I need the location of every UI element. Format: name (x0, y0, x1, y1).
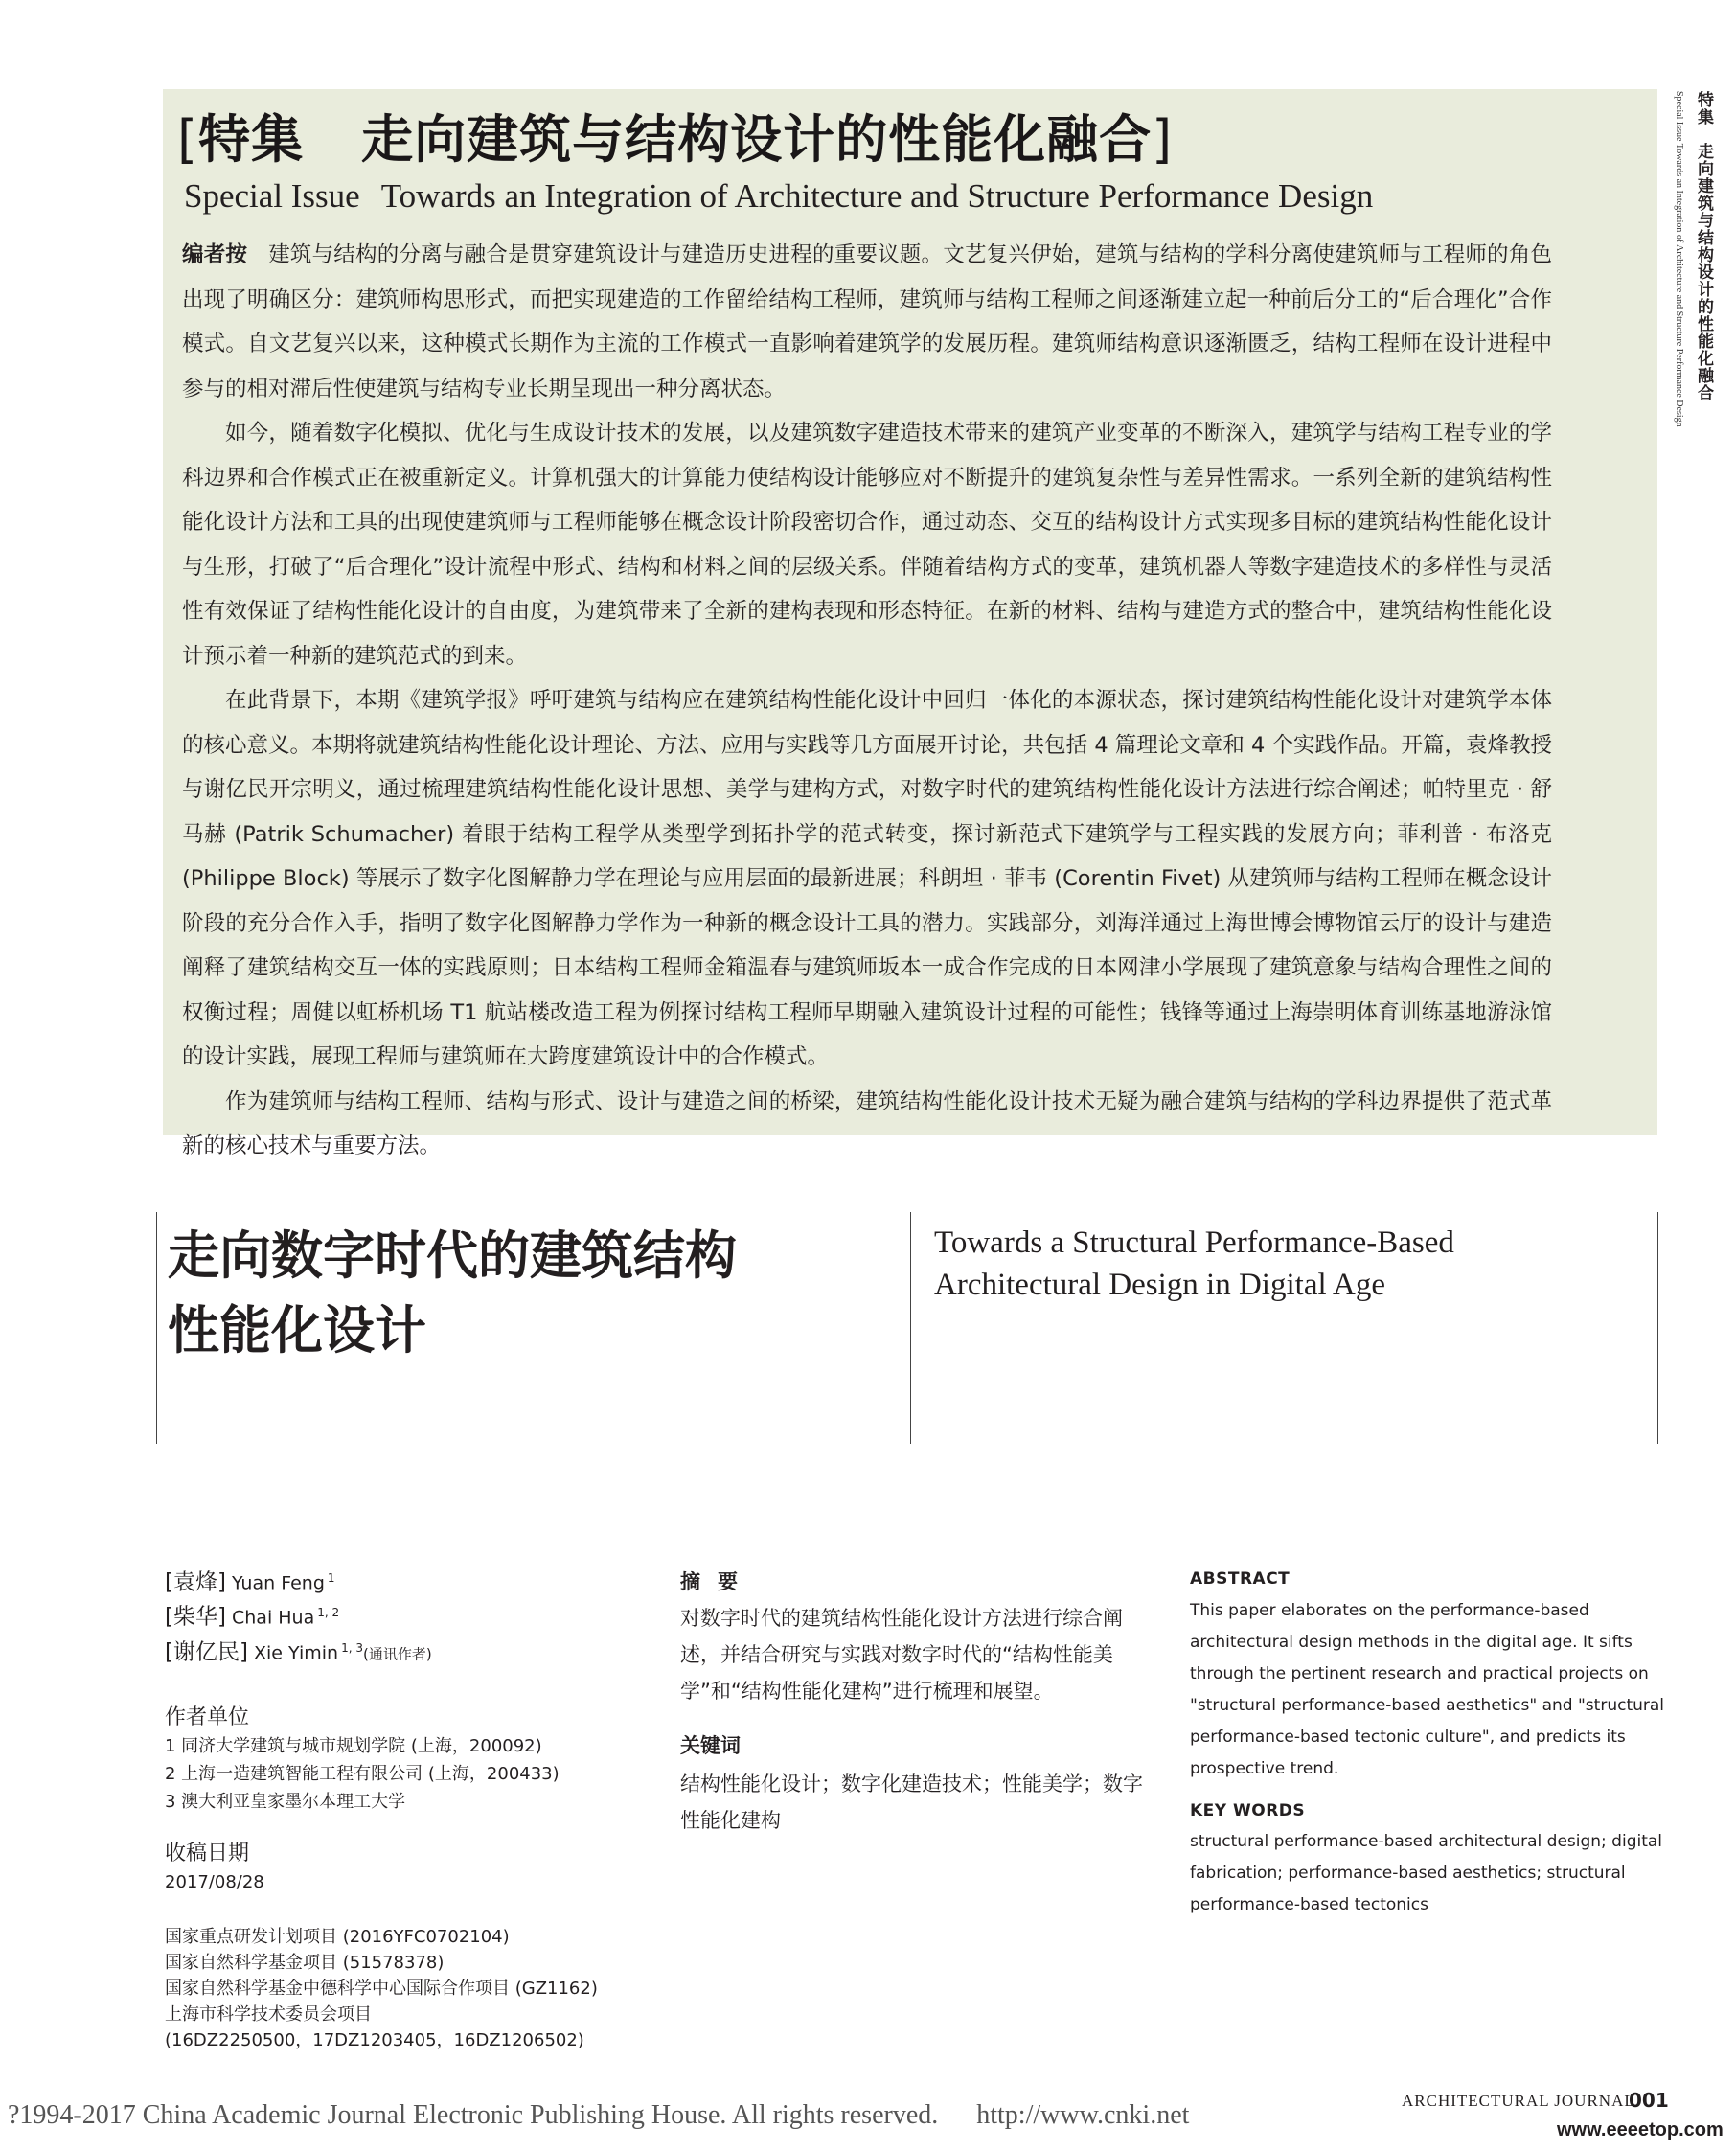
funding-list (165, 1924, 598, 2053)
side-running-title: 特集 走向建筑与结构设计的性能化融合 (1694, 91, 1713, 401)
article-title-en-line: Architectural Design in Digital Age (934, 1268, 1386, 1302)
funding-item: 上海市科学技术委员会项目 (165, 2004, 372, 2025)
received-heading: 收稿日期 (165, 1842, 250, 1865)
keywords-en-heading: KEY WORDS (1190, 1801, 1306, 1820)
abstract-en-heading: ABSTRACT (1190, 1569, 1291, 1589)
keywords-zh-heading: 关键词 (680, 1734, 741, 1757)
article-title-zh (168, 1219, 896, 1368)
corresponding-author-note: (通讯作者) (362, 1644, 432, 1662)
affiliation-item: 3 澳大利亚皇家墨尔本理工大学 (165, 1792, 406, 1812)
affiliation-heading: 作者单位 (165, 1705, 250, 1729)
article-title-zh-line: 性能化设计 (168, 1300, 426, 1361)
watermark-text: www.eeeetop.com (1557, 2119, 1724, 2140)
author-list (165, 1564, 432, 1669)
author-row: [袁烽] Yuan Feng $^1$ (165, 1569, 335, 1595)
title-divider-left (156, 1212, 157, 1444)
affiliation-item: 2 上海一造建筑智能工程有限公司 (上海，200433) (165, 1764, 560, 1784)
article-title-en-line: Towards a Structural Performance-Based (934, 1225, 1454, 1260)
article-title-en (934, 1222, 1454, 1306)
special-issue-heading-en: Towards an Integration of Architecture and Structure Performance Design (380, 177, 1374, 215)
funding-item: 国家自然科学基金中德科学中心国际合作项目 (GZ1162) (165, 1979, 598, 1999)
cnki-url: http://www.cnki.net (976, 2100, 1190, 2130)
special-issue-label-en: Special Issue (184, 177, 360, 215)
title-divider-middle (910, 1212, 911, 1444)
special-issue-title: [特集 走向建筑与结构设计的性能化融合] (177, 109, 1174, 170)
abstract-zh-heading: 摘要 (680, 1570, 755, 1593)
keywords-en-text: structural performance-based architectural design; digital fabrication; performance-based aesthetics; structural performance-based tectonics (1190, 1832, 1663, 1914)
editor-label: 编者按 (182, 242, 248, 267)
editor-paragraph: 作为建筑师与结构工程师、结构与形式、设计与建造之间的桥梁，建筑结构性能化设计技术无疑为融合建筑与结构的学科边界提供了范式革新的核心技术与重要方法。 (182, 1088, 1552, 1158)
author-row: [谢亿民] Xie Yimin $^{1, 3}$(通讯作者) (165, 1638, 432, 1664)
editor-paragraph: 如今，随着数字化模拟、优化与生成设计技术的发展，以及建筑数字建造技术带来的建筑产业变革的不断深入，建筑学与结构工程专业的学科边界和合作模式正在被重新定义。计算机强大的计算能力使结构设计能够应对不断提升的建筑复杂性与差异性需求。一系列全新的建筑结构性能化设计方法和工具的出现使建筑师与工程师能够在概念设计阶段密切合作，通过动态、交互的结构设计方式实现多目标的建筑结构性能化设计与生形，打破了“后合理化”设计流程中形式、结构和材料之间的层级关系。伴随着结构方式的变革，建筑机器人等数字建造技术的多样性与灵活性有效保证了结构性能化设计的自由度，为建筑带来了全新的建构表现和形态特征。在新的材料、结构与建造方式的整合中，建筑结构性能化设计预示着一种新的建筑范式的到来。 (182, 421, 1552, 669)
abstract-en-text: This paper elaborates on the performance-based architectural design methods in the digital age. It sifts through the pertinent research and practical projects on "structural performance-based aesthetics" and "structural performance-based tectonic culture", and predicts its prospective trend. (1190, 1601, 1665, 1778)
special-issue-label: 特集 (198, 109, 305, 170)
special-issue-title-en (184, 177, 1373, 216)
affiliation-list (165, 1732, 560, 1816)
author-row: [柴华] Chai Hua $^{1, 2}$ (165, 1604, 340, 1630)
affiliation-item: 1 同济大学建筑与城市规划学院 (上海，200092) (165, 1736, 542, 1756)
article-title-zh-line: 走向数字时代的建筑结构 (168, 1225, 737, 1286)
editor-note (182, 233, 1552, 1169)
funding-item: 国家重点研发计划项目 (2016YFC0702104) (165, 1927, 510, 1947)
special-issue-heading: 走向建筑与结构设计的性能化融合 (361, 109, 1153, 170)
special-issue-box (163, 89, 1657, 1158)
title-divider-right (1657, 1212, 1658, 1444)
copyright-text: ?1994-2017 China Academic Journal Electronic Publishing House. All rights reserved. (8, 2100, 939, 2130)
abstract-zh-text: 对数字时代的建筑结构性能化设计方法进行综合阐述，并结合研究与实践对数字时代的“结构性能美学”和“结构性能化建构”进行梳理和展望。 (680, 1607, 1123, 1703)
received-date: 2017/08/28 (165, 1872, 264, 1892)
editor-paragraph: 在此背景下，本期《建筑学报》呼吁建筑与结构应在建筑结构性能化设计中回归一体化的本源状态，探讨建筑结构性能化设计对建筑学本体的核心意义。本期将就建筑结构性能化设计理论、方法、应用与实践等几方面展开讨论，共包括 4 篇理论文章和 4 个实践作品。开篇，袁烽教授与谢亿民开宗明义，通过梳理建筑结构性能化设计思想、美学与建构方式，对数字时代的建筑结构性能化设计方法进行综合阐述；帕特里克 · 舒马赫 (Patrik Schumacher) 着眼于结构工程学从类型学到拓扑学的范式转变，探讨新范式下建筑学与工程实践的发展方向；菲利普 · 布洛克 (Philippe Block) 等展示了数字化图解静力学在理论与应用层面的最新进展；科朗坦 · 菲韦 (Corentin Fivet) 从建筑师与结构工程师在概念设计阶段的充分合作入手，指明了数字化图解静力学作为一种新的概念设计工具的潜力。实践部分，刘海洋通过上海世博会博物馆云厅的设计与建造阐释了建筑结构交互一体的实践原则；日本结构工程师金箱温春与建筑师坂本一成合作完成的日本网津小学展现了建筑意象与结构合理性之间的权衡过程；周健以虹桥机场 T1 航站楼改造工程为例探讨结构工程师早期融入建筑设计过程的可能性；钱锋等通过上海崇明体育训练基地游泳馆的设计实践，展现工程师与建筑师在大跨度建筑设计中的合作模式。 (182, 688, 1552, 1069)
journal-name: ARCHITECTURAL JOURNAL (1402, 2092, 1635, 2110)
funding-item: (16DZ2250500，17DZ1203405，16DZ1206502) (165, 2030, 584, 2050)
funding-item: 国家自然科学基金项目 (51578378) (165, 1953, 445, 1973)
page-number: 001 (1629, 2089, 1669, 2112)
editor-paragraph: 编者按 建筑与结构的分离与融合是贯穿建筑设计与建造历史进程的重要议题。文艺复兴伊始，建筑与结构的学科分离使建筑师与工程师的角色出现了明确区分：建筑师构思形式，而把实现建造的工作留给结构工程师，建筑师与结构工程师之间逐渐建立起一种前后分工的“后合理化”合作模式。自文艺复兴以来，这种模式长期作为主流的工作模式一直影响着建筑学的发展历程。建筑师结构意识逐渐匮乏，结构工程师在设计进程中参与的相对滞后性使建筑与结构专业长期呈现出一种分离状态。 (182, 242, 1552, 401)
copyright-line (8, 2100, 1189, 2131)
side-running-title-en: Special Issue Towards an Integration of Architecture and Structure Performance Design (1674, 91, 1684, 427)
keywords-zh-text: 结构性能化设计；数字化建造技术；性能美学；数字性能化建构 (680, 1773, 1143, 1832)
